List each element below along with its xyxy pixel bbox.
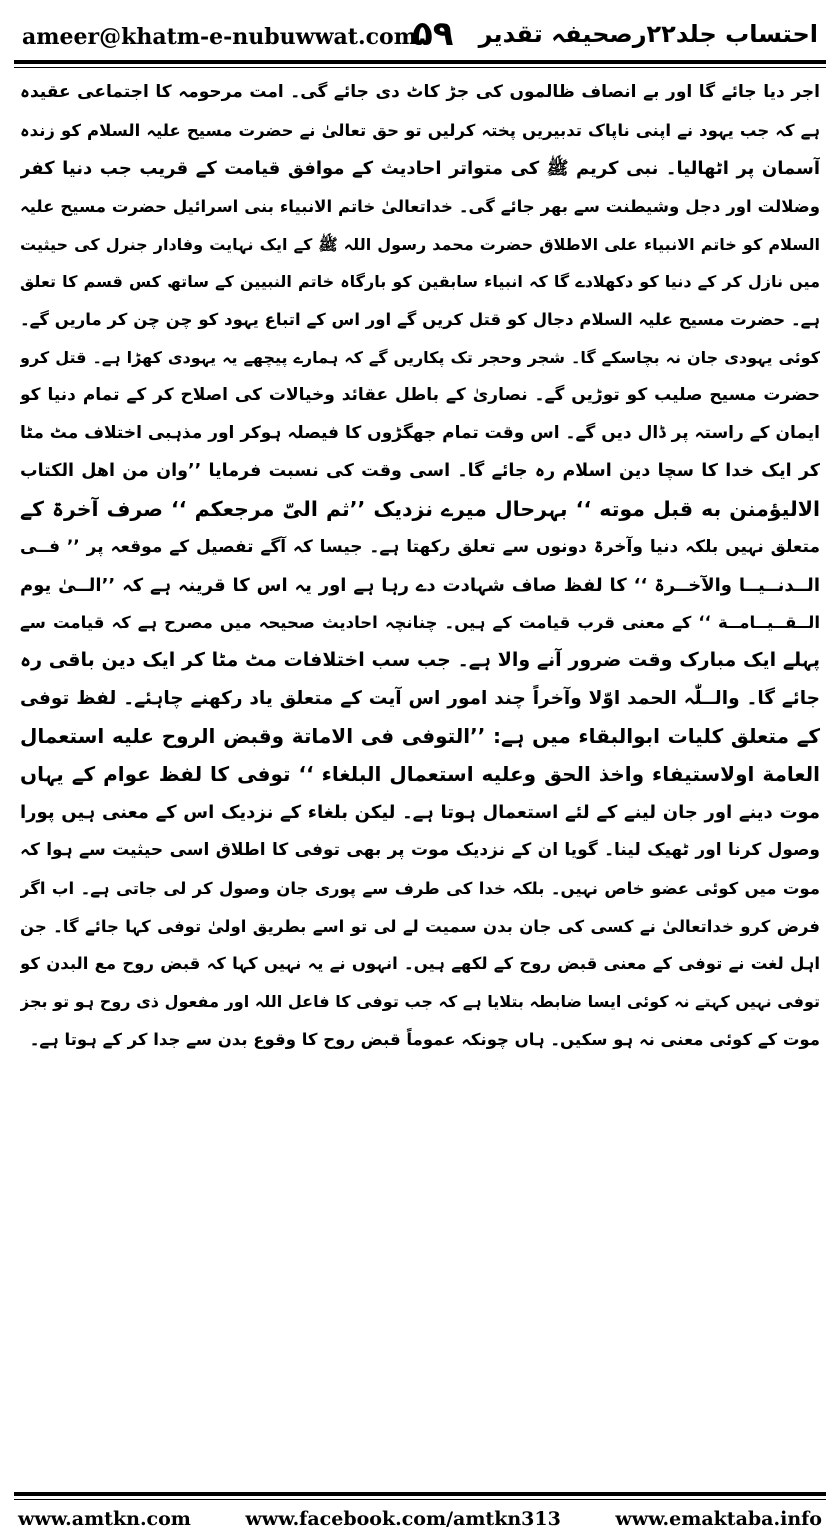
text-line: اہل لغت نے توفی کے معنی قبض روح کے لکھے ہیں۔ انہوں نے یہ نہیں کہا کہ قبض روح مع البدن کو <box>20 954 820 974</box>
text-line: ہے کہ جب یہود نے اپنی ناپاک تدبیریں پختہ کرلیں تو حق تعالیٰ نے حضرت مسیح علیہ السلام کو زندہ <box>20 120 820 140</box>
header-rule-thin <box>14 67 826 68</box>
text-line: کوئی یہودی جان نہ بچاسکے گا۔ شجر وحجر تک پکاریں گے کہ ہمارے پیچھے یہ یہودی کھڑا ہے۔ قتل کرو <box>20 348 820 368</box>
footer-link-amtkn[interactable]: www.amtkn.com <box>18 1508 191 1530</box>
footer-rule-thin <box>14 1499 826 1500</box>
footer-link-facebook[interactable]: www.facebook.com/amtkn313 <box>245 1508 561 1530</box>
text-line: آسمان پر اٹھالیا۔ نبی کریم ﷺ کی متواتر احادیث کے موافق قیامت کے قریب جب دنیا کفر <box>20 157 820 179</box>
text-line: میں نازل کر کے دنیا کو دکھلادے گا کہ انبیاء سابقین کو بارگاہ خاتم النبیین کے ساتھ کس قسم کا تعلق <box>20 272 820 292</box>
text-line: موت کے کوئی معنی نہ ہو سکیں۔ ہاں چونکہ عموماً قبض روح کا وقوع بدن سے جدا کر کے ہوتا ہے۔ <box>29 1030 820 1050</box>
body-text <box>20 74 820 1466</box>
footer-rule-thick <box>14 1492 826 1496</box>
page-number: ۵۹ <box>412 14 454 54</box>
text-line: الالیؤمنن به قبل موته ‘‘ بہرحال میرے نزدیک ’’ثم الیّ مرجعکم ‘‘ صرف آخرۃ کے <box>20 496 820 521</box>
text-line: الــقــیــامــة ‘‘ کے معنی قرب قیامت کے ہیں۔ چنانچہ احادیث صحیحہ میں مصرح ہے کہ قیامت سے <box>20 613 820 633</box>
text-line: موت میں کوئی عضو خاص نہیں۔ بلکہ خدا کی طرف سے پوری جان وصول کر لی جاتی ہے۔ اب اگر <box>20 878 820 898</box>
text-line: موت دینے اور جان لینے کے لئے استعمال ہوتا ہے۔ لیکن بلغاء کے نزدیک اس کے معنی ہیں پورا <box>20 801 820 823</box>
text-line: توفی نہیں کہتے نہ کوئی ایسا ضابطہ بتلایا ہے کہ جب توفی کا فاعل اللہ اور مفعول ذی روح ہو تو بجز <box>20 992 820 1012</box>
header-email: ameer@khatm-e-nubuwwat.com <box>22 24 417 50</box>
header-title: احتساب جلد۲۲رصحیفہ تقدیر <box>478 20 818 48</box>
text-line: متعلق نہیں بلکہ دنیا وآخرۃ دونوں سے تعلق رکھتا ہے۔ جیسا کہ آگے تفصیل کے موقعہ پر ’’ فــی <box>20 536 820 557</box>
footer-link-emaktaba[interactable]: www.emaktaba.info <box>615 1508 822 1530</box>
text-line: کر ایک خدا کا سچا دین اسلام رہ جائے گا۔ اسی وقت کی نسبت فرمایا ’’وان من اھل الکتاب <box>20 460 820 481</box>
text-line: السلام کو خاتم الانبیاء علی الاطلاق حضرت محمد رسول اللہ ﷺ کے ایک نہایت وفادار جنرل کی حیثیت <box>20 234 820 254</box>
text-line: فرض کرو خداتعالیٰ نے کسی کی جان بدن سمیت لے لی تو اسے بطریق اولیٰ توفی کہا جائے گا۔ جن <box>20 916 820 936</box>
text-line: اجر دیا جائے گا اور بے انصاف ظالموں کی جڑ کاٹ دی جائے گی۔ امت مرحومہ کا اجتماعی عقیدہ <box>20 82 820 102</box>
text-line: ایمان کے راستہ پر ڈال دیں گے۔ اس وقت تمام جھگڑوں کا فیصلہ ہوکر اور مذہبی اختلاف مٹ مٹا <box>20 423 820 444</box>
text-line: ہے۔ حضرت مسیح علیہ السلام دجال کو قتل کریں گے اور اس کے اتباع یہود کو چن چن کر ماریں گے۔ <box>20 310 820 330</box>
header-rule-thick <box>14 60 826 64</box>
page-header <box>14 8 826 60</box>
text-line: الــدنــیــا والآخــرۃ ‘‘ کا لفظ صاف شہادت دے رہا ہے اور یہ اس کا قرینہ ہے کہ ’’الــیٰ یوم <box>20 574 820 596</box>
text-line: حضرت مسیح صلیب کو توڑیں گے۔ نصاریٰ کے باطل عقائد وخیالات کی اصلاح کر کے تمام دنیا کو <box>20 385 820 406</box>
text-line: العامة اولاستیفاء واخذ الحق وعلیه استعمال البلغاء ‘‘ توفی کا لفظ عوام کے یہاں <box>20 762 820 787</box>
text-line: وصول کرنا اور ٹھیک لینا۔ گویا ان کے نزدیک موت پر بھی توفی کا اطلاق اسی حیثیت سے ہوا کہ <box>20 839 820 860</box>
text-line: پہلے ایک مبارک وقت ضرور آنے والا ہے۔ جب سب اختلافات مٹ مٹا کر ایک دین باقی رہ <box>20 649 820 672</box>
page-footer <box>18 1504 822 1534</box>
text-line: جائے گا۔ والــلّٰہ الحمد اوّلا وآخراً چند امور اس آیت کے متعلق یاد رکھنے چاہئے۔ لفظ توفی <box>20 688 820 710</box>
text-line: وضلالت اور دجل وشیطنت سے بھر جائے گی۔ خداتعالیٰ خاتم الانبیاء بنی اسرائیل حضرت مسیح علیہ <box>20 196 820 216</box>
text-line: کے متعلق کلیات ابوالبقاء میں ہے: ’’التوفی فی الاماتة وقبض الروح علیه استعمال <box>20 724 820 749</box>
